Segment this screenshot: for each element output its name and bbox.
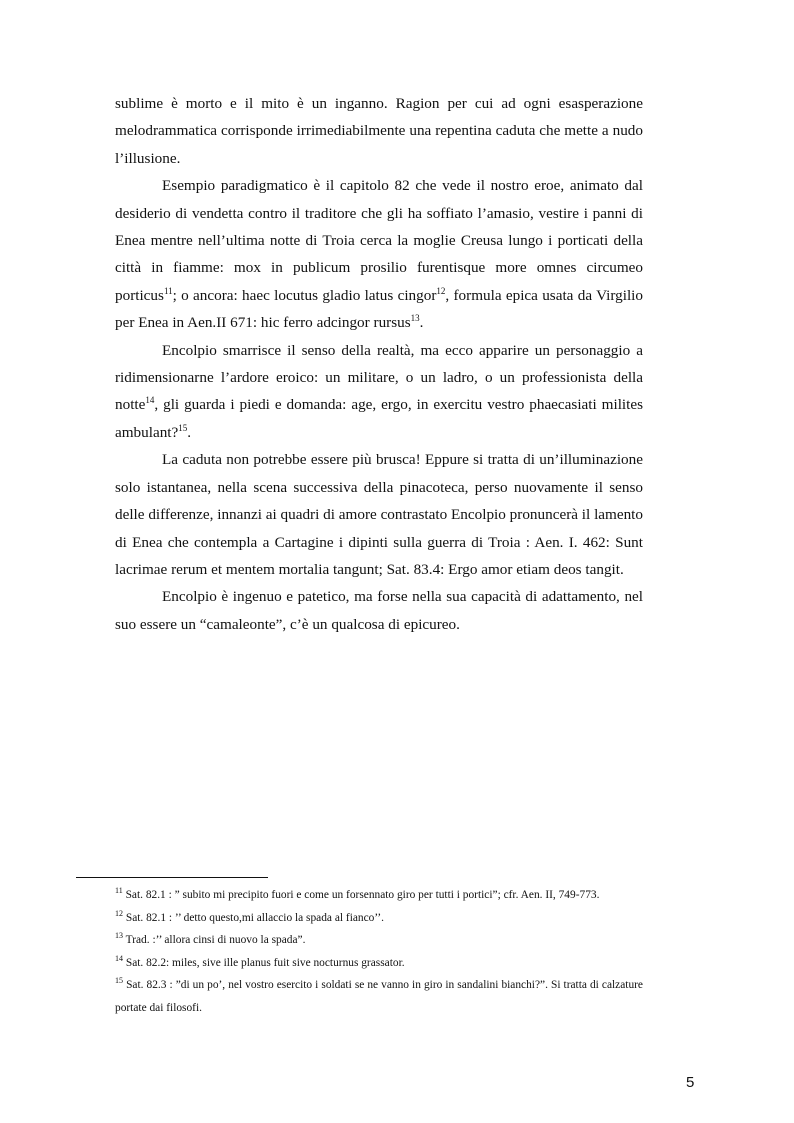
footnote-ref[interactable]: 12 — [436, 285, 446, 296]
footnote-ref[interactable]: 13 — [410, 313, 420, 324]
footnote-text: Sat. 82.2: miles, sive ille planus fuit sive nocturnus grassator. — [125, 956, 405, 969]
paragraph — [115, 172, 643, 336]
footnote-ref[interactable]: 14 — [145, 395, 155, 406]
text-run: . — [187, 423, 192, 441]
text-run: Esempio paradigmatico è il capitolo 82 che vede il nostro eroe, animato dal desiderio di vendetta contro il traditore che gli ha soffiato l’amasio, vestire i panni di Enea mentre nell’ultima notte di Troia cerca la moglie Creusa lungo i porticati della città in fiamme: mox in publicum prosilio furentisque more omnes circumeo porticus — [115, 177, 643, 304]
footnotes — [115, 884, 643, 1020]
main-text — [115, 90, 643, 638]
paragraph — [115, 337, 643, 447]
text-run: ; o ancora: haec locutus gladio latus cingor — [172, 286, 437, 304]
footnote-divider — [76, 877, 268, 878]
footnote-number: 11 — [115, 886, 123, 895]
text-run: Encolpio smarrisce il senso della realtà, ma ecco apparire un personaggio a ridimensionarne l’ardore eroico: un militare, o un ladro, o un professionista della notte — [115, 341, 643, 414]
footnote-text: Sat. 82.1 : ” subito mi precipito fuori e come un forsennato giro per tutti i portici”; cfr. Aen. II, 749-773. — [125, 889, 600, 901]
footnote-number: 14 — [115, 953, 123, 963]
paragraph: La caduta non potrebbe essere più brusca! Eppure si tratta di un’illuminazione solo istantanea, nella scena successiva della pinacoteca, perso nuovamente il senso delle differenze, innanzi ai quadri di amore contrastato Encolpio pronuncerà il lamento di Enea che contempla a Cartagine i dipinti sulla guerra di Troia : Aen. I. 462: Sunt lacrimae rerum et mentem mortalia tangunt; Sat. 83.4: Ergo amor etiam deos tangit. — [115, 451, 643, 578]
paragraph: Encolpio è ingenuo e patetico, ma forse nella sua capacità di adattamento, nel suo essere un “camaleonte”, c’è un qualcosa di epicureo. — [115, 588, 643, 633]
footnote — [115, 952, 643, 975]
footnote — [115, 907, 643, 930]
footnote — [115, 929, 643, 952]
page-number: 5 — [686, 1074, 695, 1091]
footnote-number: 15 — [115, 976, 123, 986]
footnote-text: Sat. 82.1 : ’’ detto questo,mi allaccio la spada al fianco’’. — [125, 911, 384, 924]
footnote — [115, 884, 643, 907]
footnote-text: Sat. 82.3 : ”di un po’, nel vostro esercito i soldati se ne vanno in giro in sandalini bianchi?”. Si tratta di calzature portate dai filosofi. — [115, 979, 643, 1014]
footnote-ref[interactable]: 11 — [163, 285, 173, 296]
text-run: , formula epica usata da Virgilio per Enea in Aen.II 671: hic ferro adcingor rursus — [115, 286, 643, 332]
text-run: , gli guarda i piedi e domanda: age, ergo, in exercitu vestro phaecasiati milites ambulant? — [115, 396, 643, 441]
footnote-number: 13 — [115, 931, 123, 941]
footnote-number: 12 — [115, 908, 123, 918]
paragraph: sublime è morto e il mito è un inganno. Ragion per cui ad ogni esasperazione melodrammatica corrisponde irrimediabilmente una repentina caduta che mette a nudo l’illusione. — [115, 95, 643, 167]
footnote — [115, 974, 643, 1019]
text-run: . — [419, 314, 424, 332]
footnote-ref[interactable]: 15 — [178, 422, 188, 433]
footnote-text: Trad. :’’ allora cinsi di nuovo la spada”. — [125, 934, 306, 947]
